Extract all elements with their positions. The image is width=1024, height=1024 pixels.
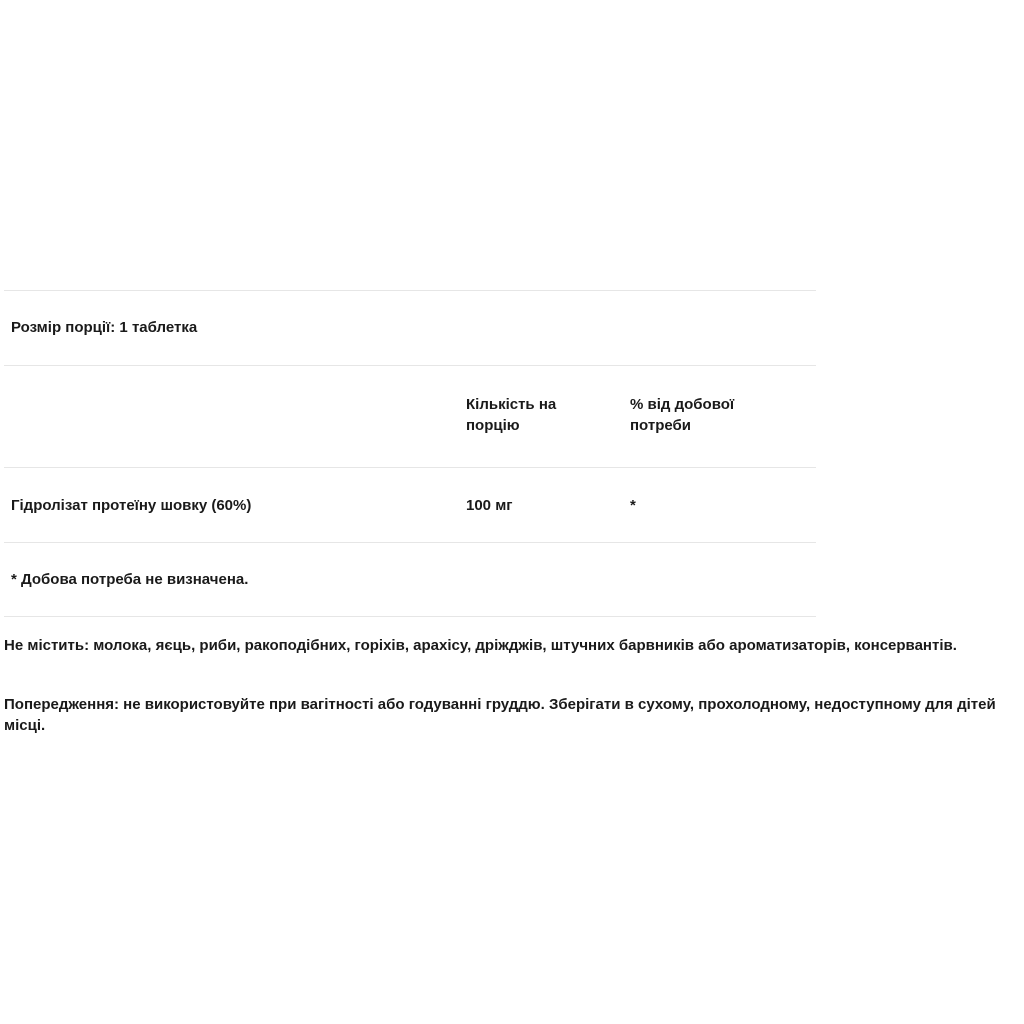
amount-per-serving-header: Кількість на порцію <box>466 396 557 434</box>
footnote-row <box>4 542 816 617</box>
warning-note: Попередження: не використовуйте при вагітності або годуванні груддю. Зберігати в сухому, прохолодному, недоступному для дітей місці. <box>4 696 996 734</box>
footnote-text: * Добова потреба не визначена. <box>11 571 249 588</box>
free-from-note: Не містить: молока, яєць, риби, ракоподібних, горіхів, арахісу, дріжджів, штучних барвників або ароматизаторів, консервантів. <box>4 637 957 654</box>
ingredient-name: Гідролізат протеїну шовку (60%) <box>11 497 252 514</box>
serving-size-row <box>4 290 816 365</box>
ingredient-amount: 100 мг <box>466 497 513 514</box>
table-row <box>4 467 816 542</box>
daily-value-header: % від добової потреби <box>630 396 735 434</box>
ingredient-daily-value: * <box>630 497 636 514</box>
supplement-facts-table <box>4 290 816 617</box>
table-header-row <box>4 365 816 467</box>
serving-size-text: Розмір порції: 1 таблетка <box>11 319 198 336</box>
